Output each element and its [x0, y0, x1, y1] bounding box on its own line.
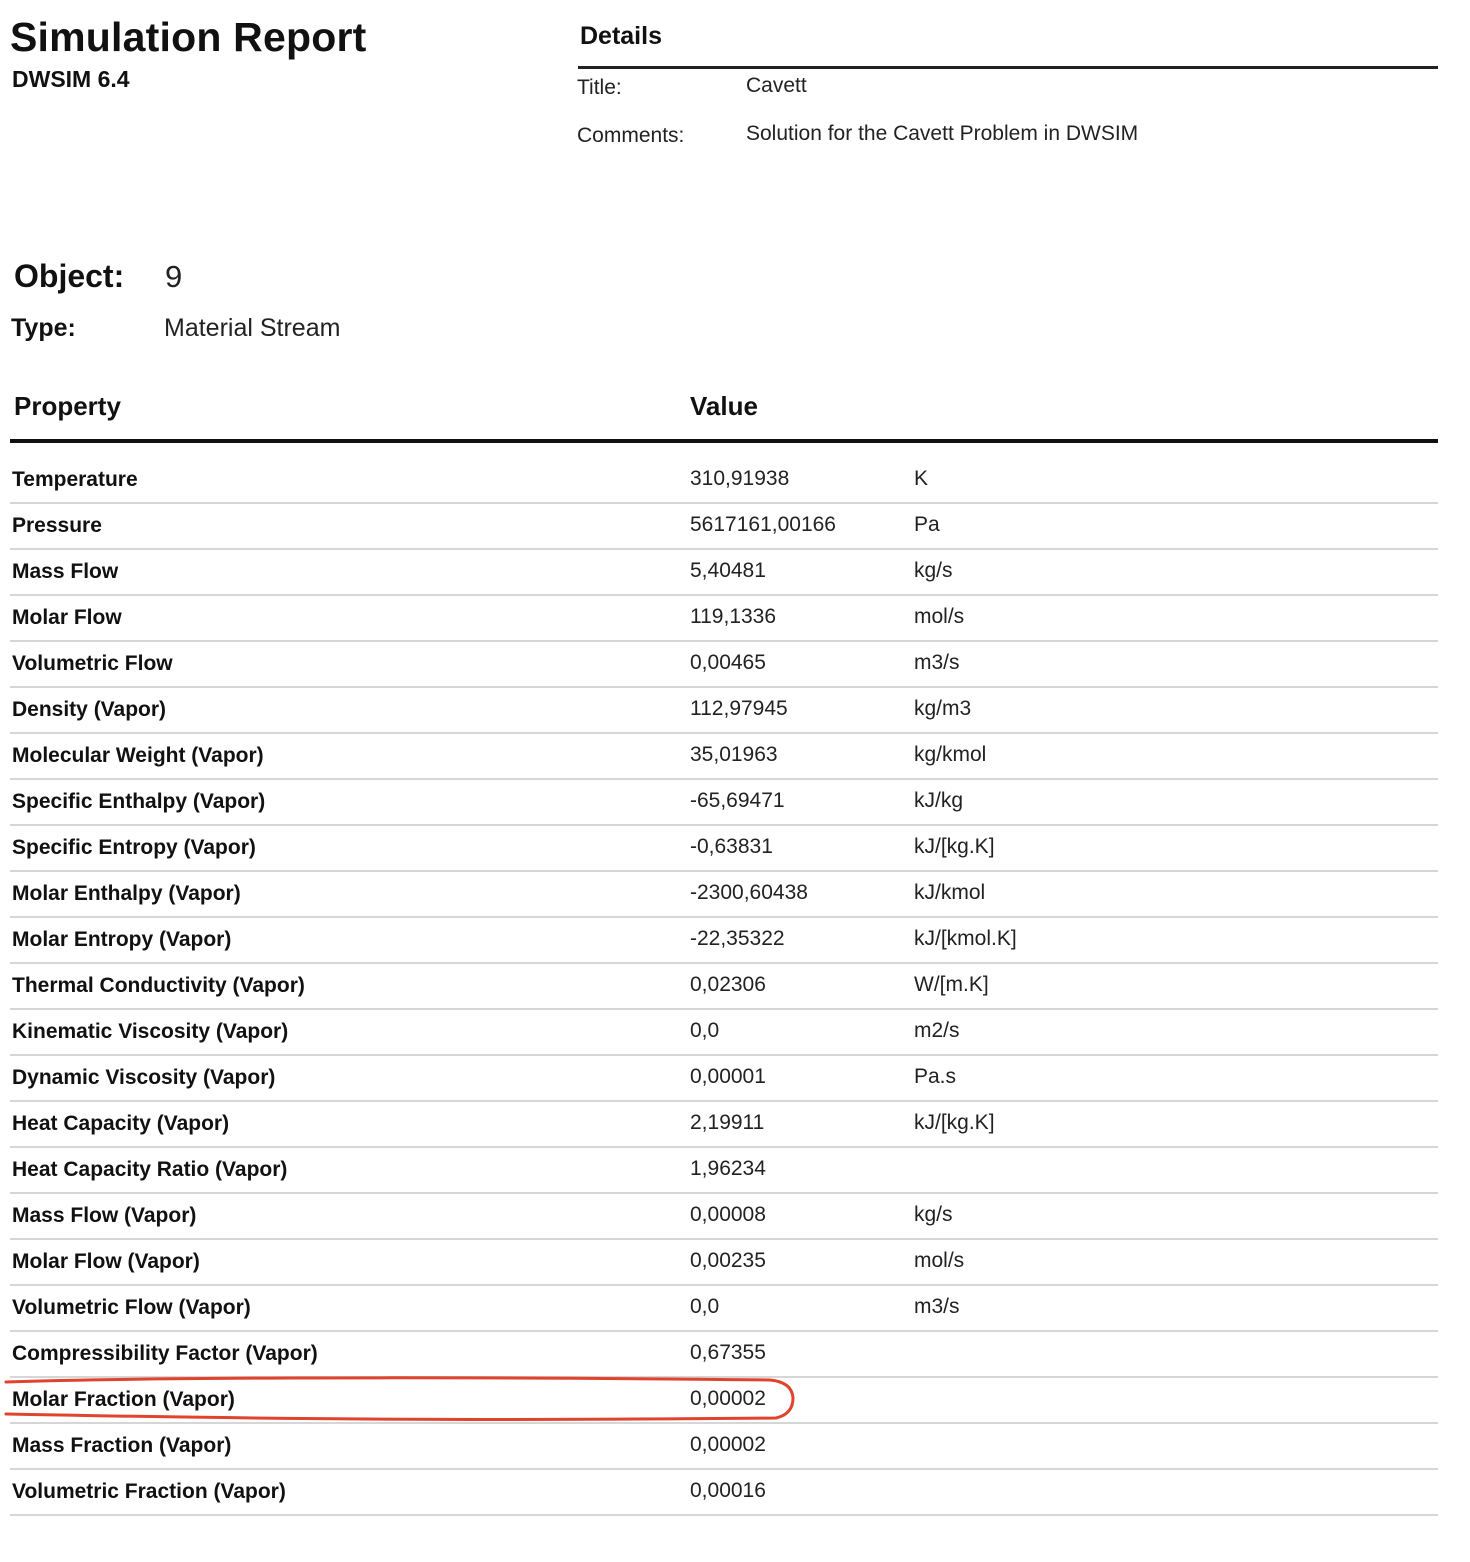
property-unit: kJ/[kg.K]	[914, 1111, 995, 1134]
property-name: Mass Flow (Vapor)	[12, 1204, 197, 1227]
property-name: Pressure	[12, 514, 102, 537]
property-unit: Pa	[914, 513, 940, 536]
report-subtitle: DWSIM 6.4	[12, 66, 130, 92]
property-value: 1,96234	[690, 1157, 766, 1180]
table-row	[10, 1148, 1438, 1194]
property-name: Volumetric Flow	[12, 652, 173, 675]
property-name: Heat Capacity (Vapor)	[12, 1112, 230, 1135]
property-value: 0,00002	[690, 1387, 766, 1410]
property-value: 0,0	[690, 1295, 720, 1318]
property-unit: Pa.s	[914, 1065, 957, 1088]
table-row	[10, 826, 1438, 872]
property-value: 0,00001	[690, 1065, 766, 1088]
property-name: Temperature	[12, 468, 138, 491]
property-value: 0,02306	[690, 973, 766, 996]
property-table	[10, 458, 1438, 1516]
table-row	[10, 1102, 1438, 1148]
details-divider	[578, 66, 1438, 69]
property-name: Molecular Weight (Vapor)	[12, 744, 264, 767]
table-row	[10, 458, 1438, 504]
table-row	[10, 1056, 1438, 1102]
property-unit: mol/s	[914, 1249, 965, 1272]
object-value: 9	[165, 259, 183, 294]
property-value: 0,00008	[690, 1203, 766, 1226]
property-name: Heat Capacity Ratio (Vapor)	[12, 1158, 288, 1181]
property-name: Dynamic Viscosity (Vapor)	[12, 1066, 276, 1089]
property-name: Compressibility Factor (Vapor)	[12, 1342, 318, 1365]
property-value: 0,00235	[690, 1249, 766, 1272]
table-row	[10, 1194, 1438, 1240]
property-value: 119,1336	[690, 605, 777, 628]
table-row	[10, 1378, 1438, 1424]
property-name: Specific Entropy (Vapor)	[12, 836, 256, 859]
property-unit: kg/s	[914, 1203, 953, 1226]
property-name: Molar Fraction (Vapor)	[12, 1388, 235, 1411]
property-unit: m3/s	[914, 1295, 960, 1318]
type-value: Material Stream	[164, 314, 341, 342]
report-title: Simulation Report	[10, 14, 367, 60]
object-label: Object:	[14, 258, 125, 294]
property-unit: kJ/[kg.K]	[914, 835, 995, 858]
property-unit: kg/s	[914, 559, 953, 582]
table-row	[10, 734, 1438, 780]
property-name: Mass Fraction (Vapor)	[12, 1434, 232, 1457]
table-row	[10, 918, 1438, 964]
table-row	[10, 688, 1438, 734]
property-name: Molar Enthalpy (Vapor)	[12, 882, 241, 905]
property-unit: kJ/[kmol.K]	[914, 927, 1017, 950]
property-value: 0,00002	[690, 1433, 766, 1456]
property-value: -65,69471	[690, 789, 785, 812]
property-name: Thermal Conductivity (Vapor)	[12, 974, 305, 997]
property-value: 2,19911	[690, 1111, 765, 1134]
details-heading: Details	[580, 22, 662, 50]
table-row	[10, 1332, 1438, 1378]
property-column-header: Property	[14, 391, 121, 421]
details-title-value: Cavett	[746, 74, 807, 97]
property-value: 0,00016	[690, 1479, 766, 1502]
table-row	[10, 642, 1438, 688]
property-unit: kJ/kmol	[914, 881, 986, 904]
table-row	[10, 780, 1438, 826]
property-value: -22,35322	[690, 927, 785, 950]
table-row	[10, 596, 1438, 642]
table-row	[10, 1010, 1438, 1056]
property-value: 5,40481	[690, 559, 766, 582]
type-label: Type:	[11, 314, 76, 342]
property-value: 0,67355	[690, 1341, 766, 1364]
table-row	[10, 504, 1438, 550]
details-comments-value: Solution for the Cavett Problem in DWSIM	[746, 122, 1139, 145]
table-row	[10, 964, 1438, 1010]
property-unit: kg/kmol	[914, 743, 987, 766]
property-name: Molar Flow	[12, 606, 122, 629]
property-value: 310,91938	[690, 467, 790, 490]
property-unit: K	[914, 467, 929, 490]
details-comments-label: Comments:	[577, 124, 685, 147]
property-value: 0,00465	[690, 651, 766, 674]
property-unit: kJ/kg	[914, 789, 964, 812]
table-row	[10, 1424, 1438, 1470]
property-unit: W/[m.K]	[914, 973, 989, 996]
table-header-divider	[10, 439, 1438, 443]
value-column-header: Value	[690, 391, 758, 421]
property-name: Molar Flow (Vapor)	[12, 1250, 200, 1273]
table-row	[10, 1470, 1438, 1516]
table-row	[10, 1286, 1438, 1332]
property-unit: m3/s	[914, 651, 960, 674]
property-unit: kg/m3	[914, 697, 972, 720]
property-name: Density (Vapor)	[12, 698, 167, 721]
details-title-label: Title:	[577, 76, 622, 99]
property-value: -2300,60438	[690, 881, 808, 904]
property-name: Molar Entropy (Vapor)	[12, 928, 232, 951]
table-row	[10, 872, 1438, 918]
property-name: Specific Enthalpy (Vapor)	[12, 790, 266, 813]
property-value: 35,01963	[690, 743, 778, 766]
property-value: 112,97945	[690, 697, 788, 720]
property-value: 5617161,00166	[690, 513, 836, 536]
property-name: Volumetric Flow (Vapor)	[12, 1296, 251, 1319]
table-row	[10, 1240, 1438, 1286]
property-name: Volumetric Fraction (Vapor)	[12, 1480, 286, 1503]
property-value: 0,0	[690, 1019, 720, 1042]
table-row	[10, 550, 1438, 596]
property-unit: mol/s	[914, 605, 965, 628]
property-unit: m2/s	[914, 1019, 960, 1042]
property-value: -0,63831	[690, 835, 773, 858]
property-name: Kinematic Viscosity (Vapor)	[12, 1020, 289, 1043]
property-name: Mass Flow	[12, 560, 119, 583]
